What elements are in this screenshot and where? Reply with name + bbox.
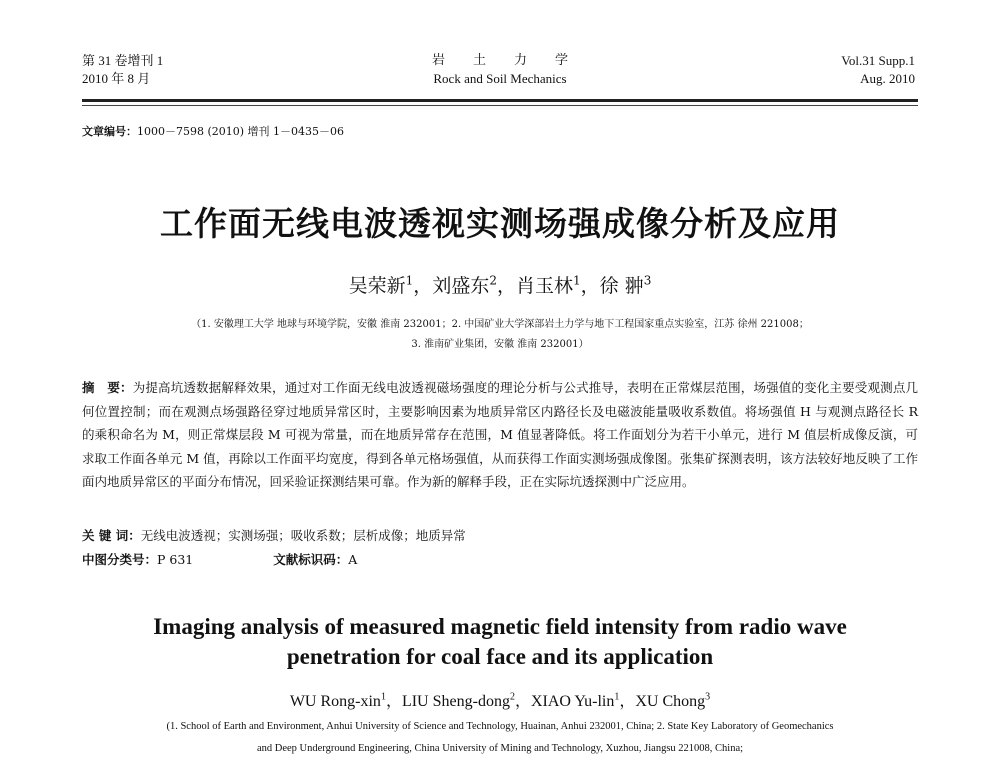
author-affiliation-mark: 2: [509, 691, 515, 703]
author-affiliation-mark: 2: [489, 273, 497, 288]
volume-issue-en: Vol.31 Supp.1: [841, 53, 915, 68]
author-name: WU Rong-xin: [289, 693, 381, 710]
abstract-text: 为提高坑透数据解释效果，通过对工作面无线电波透视磁场强度的理论分析与公式推导，表明在正常煤层范围，场强值的变化主要受观测点几何位置控制；而在观测点场强路径穿过地质异常区时，主要影响因素为地质异常区内路径长及电磁波能量吸收系数值。将场强值 H 与观测点路径长 R 的乘积命名为 M，则正常煤层段 M 可视为常量，而在地质异常存在范围，M 值显著降低。将工作面划分为若干小单元，进行 M 值层析成像反演，可求取工作面各单元 M 值，再除以工作面平均宽度，得到各单元格场强值，从而获得工作面实测场强成像图。张集矿探测表明，该方法较好地反映了工作面内地质异常区的平面分布情况，回采验证探测结果可靠。作为新的解释手段，正在实际坑透探测中广泛应用。: [82, 380, 918, 489]
author-affiliation-mark: 1: [405, 273, 414, 288]
article-number-label: 文章编号：: [82, 125, 137, 138]
header-rule-thin: [82, 105, 918, 106]
author-affiliation-mark: 3: [643, 273, 652, 288]
author-separator: ，: [619, 693, 636, 710]
clc-value: P 631: [157, 552, 194, 567]
journal-name-cn: 岩土力学: [431, 53, 596, 68]
author-separator: ，: [514, 693, 531, 710]
author-name: 肖玉林: [515, 275, 573, 297]
affiliation-cn: [100, 315, 900, 355]
affiliation-en-line: (1. School of Earth and Environment, Anhui University of Science and Technology, Huainan, Anhui 232001, China; 2. State Key Laboratory of Geomechanics: [166, 721, 834, 732]
author-name: 徐 翀: [599, 275, 644, 297]
keywords-label: 关 键 词：: [82, 528, 141, 543]
author-name: 刘盛东: [432, 275, 490, 297]
article-number: [82, 123, 344, 139]
journal-issue-info-en: [841, 52, 915, 88]
journal-name-en: Rock and Soil Mechanics: [433, 71, 567, 86]
affiliation-en: [60, 716, 940, 760]
author-separator: ，: [385, 693, 402, 710]
keywords-text: 无线电波透视；实测场强；吸收系数；层析成像；地质异常: [140, 528, 466, 543]
doc-code-label: 文献标识码：: [273, 552, 349, 567]
author-list-en: [0, 688, 1000, 711]
keywords-cn: [82, 526, 466, 544]
article-number-value: 1000－7598 (2010) 增刊 1－0435－06: [137, 125, 345, 138]
affiliation-cn-line: （1. 安徽理工大学 地球与环境学院，安徽 淮南 232001；2. 中国矿业大学深部岩土力学与地下工程国家重点实验室，江苏 徐州 221008；: [191, 319, 809, 330]
author-affiliation-mark: 1: [614, 691, 620, 703]
affiliation-en-line: and Deep Underground Engineering, China University of Mining and Technology, Xuzhou, Jiangsu 221008, China;: [256, 743, 744, 754]
abstract-label: 摘 要：: [82, 380, 133, 395]
classification-line: [82, 550, 357, 568]
paper-title-en-line: penetration for coal face and its application: [286, 644, 714, 669]
author-name: 吴荣新: [348, 275, 406, 297]
clc-label: 中图分类号：: [82, 552, 158, 567]
paper-title-en-line: Imaging analysis of measured magnetic field intensity from radio wave: [153, 614, 847, 639]
doc-code-value: A: [348, 552, 358, 567]
author-list-cn: [0, 271, 1000, 298]
author-affiliation-mark: 3: [705, 691, 711, 703]
abstract-cn: [82, 376, 918, 494]
paper-title-en: [0, 612, 1000, 672]
author-separator: ，: [496, 275, 516, 297]
volume-issue: 第 31 卷增刊 1: [82, 53, 164, 68]
author-affiliation-mark: 1: [573, 273, 581, 288]
issue-date-en: Aug. 2010: [860, 71, 915, 86]
author-affiliation-mark: 1: [380, 691, 386, 703]
author-separator: ，: [580, 275, 600, 297]
issue-date: 2010 年 8 月: [82, 71, 151, 86]
author-name: LIU Sheng-dong: [401, 693, 510, 710]
header-rule-thick: [82, 99, 918, 102]
affiliation-cn-line: 3. 淮南矿业集团，安徽 淮南 232001）: [411, 339, 589, 350]
author-name: XIAO Yu-lin: [530, 693, 615, 710]
paper-title-cn: 工作面无线电波透视实测场强成像分析及应用: [160, 204, 840, 243]
author-separator: ，: [413, 275, 433, 297]
author-name: XU Chong: [635, 693, 706, 710]
